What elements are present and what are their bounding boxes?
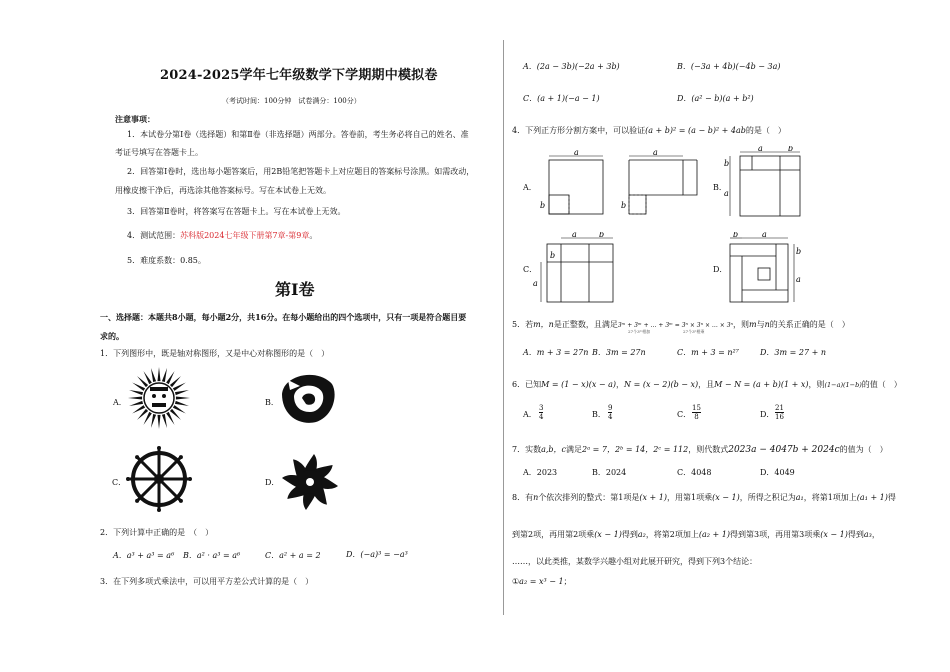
q1-figure-c-wheel-icon — [126, 446, 192, 512]
q7-stem: 7．实数a,b，c满足2ᵃ = 7，2ᵇ = 14，2ᶜ = 112，则代数式2023a − 4047b + 2024c的值为（ ） — [512, 445, 888, 455]
svg-text:a: a — [574, 148, 579, 157]
svg-text:a: a — [762, 232, 767, 239]
note-5: 5．难度系数：0.85。 — [127, 256, 206, 265]
q4-figure-c-diagram — [531, 232, 623, 312]
q1-option-d-label: D． — [265, 478, 280, 487]
svg-text:b: b — [621, 201, 627, 210]
q8-line-1: 8．有n个依次排列的整式：第1项是(x + 1)，用第1项乘(x − 1)，所得之积记为a₁，将第1项加上(a₁ + 1)得 — [512, 493, 896, 502]
section-title: 第Ⅰ卷 — [275, 280, 315, 299]
q3-stem: 3．在下列多项式乘法中，可以用平方差公式计算的是（ ） — [100, 577, 314, 586]
notes-heading: 注意事项： — [115, 114, 155, 124]
svg-text:b: b — [550, 251, 556, 260]
q6-option-d-fraction: 21 16 — [775, 404, 784, 421]
q6-option-a-label: A． — [523, 410, 537, 419]
exam-title: 2024-2025学年七年级数学下学期期中模拟卷 — [160, 68, 438, 83]
q2-option-c: C．a² + a = 2 — [265, 551, 321, 560]
q1-option-c-label: C． — [112, 478, 127, 487]
svg-text:a: a — [653, 148, 658, 157]
q5-stem: 5．若m，n是正整数，且满足3ᵐ + 3ᵐ + … + 3ᵐ = 3ⁿ × 3ⁿ × … × 3ⁿ，则m与n的关系正确的是（ ） — [512, 320, 850, 329]
svg-text:b: b — [540, 201, 546, 210]
note-4: 4．测试范围：苏科版2024七年级下册第7章-第9章。 — [127, 231, 318, 240]
q6-option-c-fraction: 15 8 — [692, 404, 701, 421]
q2-option-a: A．a³ + a³ = a⁶ — [113, 551, 175, 560]
q4-figure-a-diagram — [531, 148, 731, 220]
column-divider — [503, 40, 504, 615]
q4-option-b-label: B． — [713, 183, 727, 192]
q1-stem: 1．下列图形中，既是轴对称图形，又是中心对称图形的是（ ） — [100, 349, 330, 358]
q4-option-c-label: C． — [523, 265, 538, 274]
q7-option-a: A．2023 — [523, 468, 558, 477]
q6-option-d-label: D． — [760, 410, 775, 419]
q6-stem: 6．已知M = (1 − x)(x − a)，N = (x − 2)(b − x)，且M − N = (a + b)(1 + x)，则(1−a)(1−b)的值（ ） — [512, 380, 902, 389]
q4-stem: 4．下列正方形分割方案中，可以验证(a + b)² = (a − b)² + 4ab的是（ ） — [512, 126, 786, 135]
q5-underbrace-2: 27个3ⁿ相乘 — [683, 329, 705, 334]
q6-option-a-fraction: 3 4 — [539, 404, 544, 421]
q6-option-b-label: B． — [592, 410, 606, 419]
q8-line-2: 到第2项，再用第2项乘(x − 1)得到a₂，将第2项加上(a₂ + 1)得到第3项，再用第3项乘(x − 1)得到a₃， — [512, 530, 880, 539]
q1-figure-b-rose-icon — [280, 370, 336, 426]
svg-text:a: a — [572, 232, 577, 239]
svg-text:a: a — [758, 146, 763, 153]
note-2a: 2．回答第Ⅰ卷时，选出每小题答案后，用2B铅笔把答题卡上对应题目的答案标号涂黑。如需改动， — [127, 167, 475, 176]
q3-option-c: C．(a + 1)(−a − 1) — [523, 94, 600, 103]
q7-option-c: C．4048 — [677, 468, 712, 477]
q1-figure-a-sun-icon — [124, 363, 194, 433]
note-1a: 1．本试卷分第Ⅰ卷（选择题）和第Ⅱ卷（非选择题）两部分。答卷前，考生务必将自己的姓名、准 — [127, 130, 469, 139]
note-3: 3．回答第Ⅱ卷时，将答案写在答题卡上。写在本试卷上无效。 — [127, 207, 346, 216]
q5-underbrace-1: 27个3ᵐ相加 — [628, 329, 651, 334]
q6-option-c-label: C． — [677, 410, 692, 419]
q8-line-3: ……，以此类推，某数学兴趣小组对此展开研究，得到下列3个结论： — [512, 557, 758, 566]
q8-conclusion-1: ①a₂ = x³ − 1； — [512, 577, 572, 586]
test-range: 苏科版2024七年级下册第7章-第9章 — [180, 231, 310, 240]
svg-text:b: b — [733, 232, 739, 239]
svg-text:b: b — [599, 232, 605, 239]
q5-option-c: C．m + 3 = n²⁷ — [677, 348, 739, 357]
exam-subtitle: （考试时间：100分钟 试卷满分：100分） — [222, 97, 361, 105]
q1-figure-d-pinwheel-icon — [280, 452, 340, 512]
svg-text:b: b — [788, 146, 794, 153]
note-1b: 考证号填写在答题卡上。 — [115, 148, 203, 157]
q2-option-b: B．a² · a³ = a⁶ — [183, 551, 241, 560]
svg-text:b: b — [724, 159, 730, 168]
part1-instructions-a: 一、选择题：本题共8小题，每小题2分，共16分。在每小题给出的四个选项中，只有一项是符合题目要 — [100, 312, 467, 322]
q7-option-d: D．4049 — [760, 468, 795, 477]
svg-text:a: a — [533, 279, 538, 288]
part1-instructions-b: 求的。 — [100, 331, 124, 341]
q4-figure-b-diagram — [722, 146, 808, 226]
q1-option-b-label: B． — [265, 398, 279, 407]
q5-option-b: B．3m = 27n — [592, 348, 646, 357]
q3-option-d: D．(a² − b)(a + b²) — [677, 94, 754, 103]
q3-option-b: B．(−3a + 4b)(−4b − 3a) — [677, 62, 781, 71]
q4-option-d-label: D． — [713, 265, 728, 274]
note-2b: 用橡皮擦干净后，再选涂其他答案标号。写在本试卷上无效。 — [115, 186, 331, 195]
q4-option-a-label: A． — [523, 183, 537, 192]
svg-text:b: b — [796, 247, 802, 256]
q4-figure-d-diagram — [722, 232, 812, 312]
q6-option-b-fraction: 9 4 — [608, 404, 613, 421]
q7-option-b: B．2024 — [592, 468, 627, 477]
q5-option-a: A．m + 3 = 27n — [523, 348, 589, 357]
q2-stem: 2．下列计算中正确的是 （ ） — [100, 528, 214, 537]
svg-text:a: a — [724, 189, 729, 198]
svg-text:a: a — [796, 275, 801, 284]
q1-option-a-label: A． — [113, 398, 127, 407]
q2-option-d: D．(−a)³ = −a³ — [346, 550, 408, 559]
q3-option-a: A．(2a − 3b)(−2a + 3b) — [523, 62, 620, 71]
q5-option-d: D．3m = 27 + n — [760, 348, 826, 357]
